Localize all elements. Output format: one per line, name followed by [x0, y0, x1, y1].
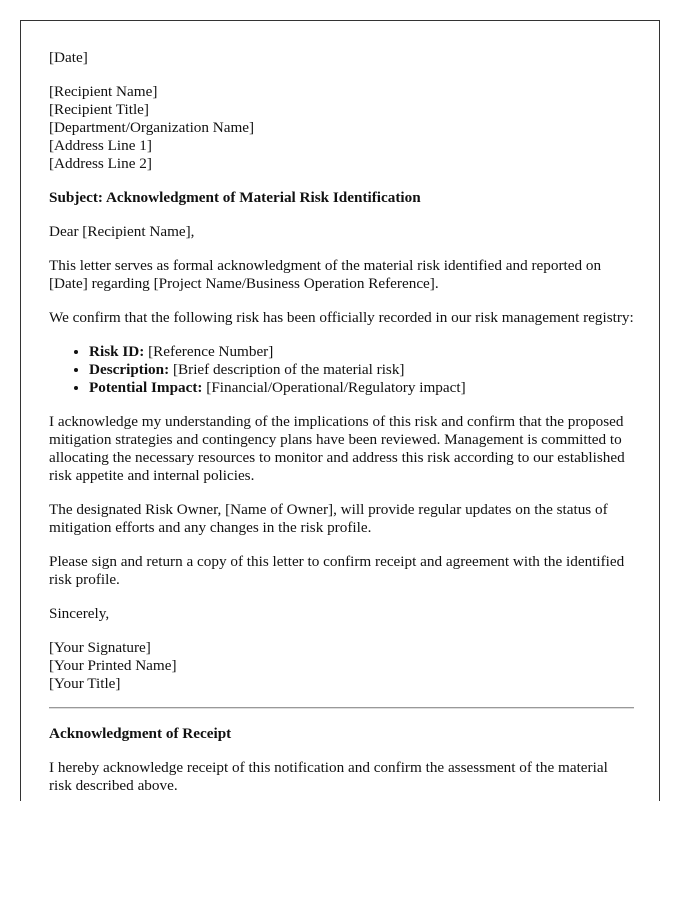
signature-line: [Your Signature] — [49, 639, 151, 656]
sender-title-line: [Your Title] — [49, 675, 121, 692]
signature-block — [49, 639, 634, 693]
letter-salutation: Dear [Recipient Name], — [49, 223, 195, 240]
risk-item-value: [Reference Number] — [144, 343, 274, 360]
letter-closing: Sincerely, — [49, 605, 110, 622]
letter-subject: Subject: Acknowledgment of Material Risk Identification — [49, 189, 421, 206]
recipient-title: [Recipient Title] — [49, 101, 149, 118]
risk-item-id — [89, 343, 634, 361]
recipient-address-line-2: [Address Line 2] — [49, 155, 152, 172]
risk-item-label: Description: — [89, 361, 170, 378]
paragraph-understanding: I acknowledge my understanding of the implications of this risk and confirm that the proposed mitigation strategies and contingency plans have been reviewed. Management is committed to allocating the necessary resources to monitor and address this risk according to our established risk appetite and internal policies. — [49, 413, 625, 484]
letter-content — [49, 49, 634, 801]
risk-item-label: Risk ID: — [89, 343, 145, 360]
letter-page — [20, 20, 660, 801]
letter-date: [Date] — [49, 49, 88, 66]
section-divider — [49, 707, 634, 709]
paragraph-intro: This letter serves as formal acknowledgment of the material risk identified and reported on [Date] regarding [Project Name/Business Operation Reference]. — [49, 257, 602, 292]
paragraph-confirm: We confirm that the following risk has been officially recorded in our risk management registry: — [49, 309, 634, 326]
risk-item-value: [Brief description of the material risk] — [169, 361, 405, 378]
receipt-text: I hereby acknowledge receipt of this notification and confirm the assessment of the material risk described above. — [49, 759, 608, 794]
paragraph-owner: The designated Risk Owner, [Name of Owner], will provide regular updates on the status of mitigation efforts and any changes in the risk profile. — [49, 501, 608, 536]
recipient-address-line-1: [Address Line 1] — [49, 137, 152, 154]
paragraph-request: Please sign and return a copy of this letter to confirm receipt and agreement with the identified risk profile. — [49, 553, 625, 588]
risk-item-description — [89, 361, 634, 379]
recipient-block — [49, 83, 634, 173]
recipient-name: [Recipient Name] — [49, 83, 158, 100]
risk-item-value: [Financial/Operational/Regulatory impact] — [202, 379, 466, 396]
risk-item-label: Potential Impact: — [89, 379, 203, 396]
receipt-heading: Acknowledgment of Receipt — [49, 725, 232, 742]
printed-name-line: [Your Printed Name] — [49, 657, 177, 674]
recipient-organization: [Department/Organization Name] — [49, 119, 255, 136]
risk-details-list — [49, 343, 634, 397]
risk-item-impact — [89, 379, 634, 397]
